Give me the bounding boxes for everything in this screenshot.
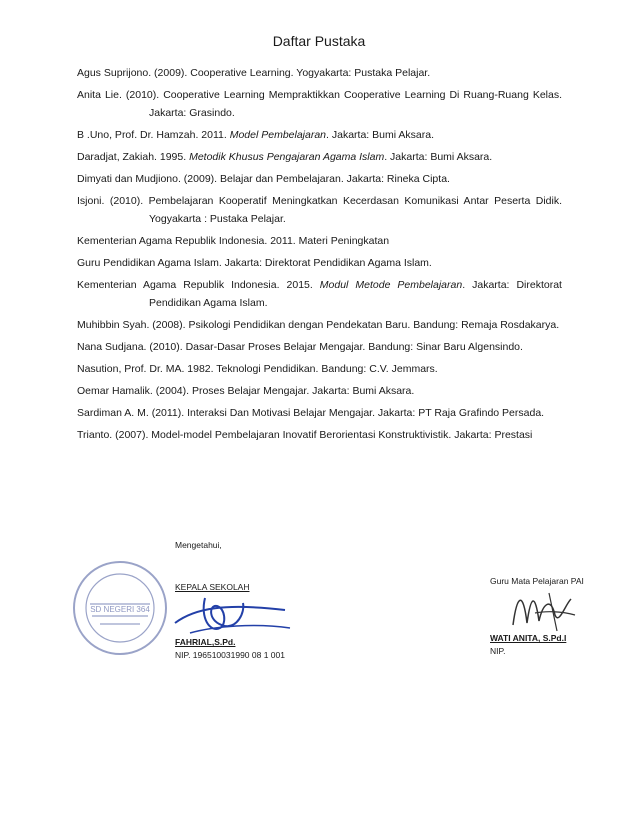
reference-item: Nana Sudjana. (2010). Dasar-Dasar Proses Belajar Mengajar. Bandung: Sinar Baru Algensindo. [77,341,523,353]
principal-name: FAHRIAL,S.Pd. [175,637,236,647]
reference-item: Kementerian Agama Republik Indonesia. 2011. Materi Peningkatan [77,235,390,247]
reference-item: Sardiman A. M. (2011). Interaksi Dan Motivasi Belajar Mengajar. Jakarta: PT Raja Grafindo Persada. [77,407,545,419]
reference-list [77,64,562,448]
reference-item: Muhibbin Syah. (2008). Psikologi Pendidikan dengan Pendekatan Baru. Bandung: Remaja Rosdakarya. [77,319,560,331]
teacher-nip: NIP. [490,646,506,656]
reference-item: Agus Suprijono. (2009). Cooperative Learning. Yogyakarta: Pustaka Pelajar. [77,67,431,79]
principal-nip: NIP. 196510031990 08 1 001 [175,650,285,660]
reference-item: Trianto. (2007). Model-model Pembelajaran Inovatif Berorientasi Konstruktivistik. Jakarta: Prestasi [77,429,533,441]
reference-item: Daradjat, Zakiah. 1995. Metodik Khusus Pengajaran Agama Islam. Jakarta: Bumi Aksara. [77,151,493,163]
page-title: Daftar Pustaka [272,33,366,49]
signature-block [60,540,600,680]
teacher-role: Guru Mata Pelajaran PAI [490,576,584,586]
known-label: Mengetahui, [175,540,222,550]
principal-role: KEPALA SEKOLAH [175,582,250,592]
reference-item: Anita Lie. (2010). Cooperative Learning Mempraktikkan Cooperative Learning Di Ruang-Ruang Kelas. Jakarta: Grasindo. [77,89,562,119]
teacher-signature-icon [505,585,585,635]
reference-item: B .Uno, Prof. Dr. Hamzah. 2011. Model Pembelajaran. Jakarta: Bumi Aksara. [77,129,434,141]
reference-item: Guru Pendidikan Agama Islam. Jakarta: Direktorat Pendidikan Agama Islam. [77,257,432,269]
school-stamp-icon [70,558,170,658]
reference-item: Kementerian Agama Republik Indonesia. 2015. Modul Metode Pembelajaran. Jakarta: Direktorat Pendidikan Agama Islam. [77,279,562,309]
reference-item: Dimyati dan Mudjiono. (2009). Belajar dan Pembelajaran. Jakarta: Rineka Cipta. [77,173,450,185]
svg-text:SD NEGERI 364: SD NEGERI 364 [90,605,150,614]
reference-item: Isjoni. (2010). Pembelajaran Kooperatif Meningkatkan Kecerdasan Komunikasi Antar Peserta Didik. Yogyakarta : Pustaka Pelajar. [77,195,562,225]
reference-item: Nasution, Prof. Dr. MA. 1982. Teknologi Pendidikan. Bandung: C.V. Jemmars. [77,363,438,375]
principal-signature-icon [165,588,295,643]
reference-item: Oemar Hamalik. (2004). Proses Belajar Mengajar. Jakarta: Bumi Aksara. [77,385,415,397]
teacher-name: WATI ANITA, S.Pd.I [490,633,567,643]
